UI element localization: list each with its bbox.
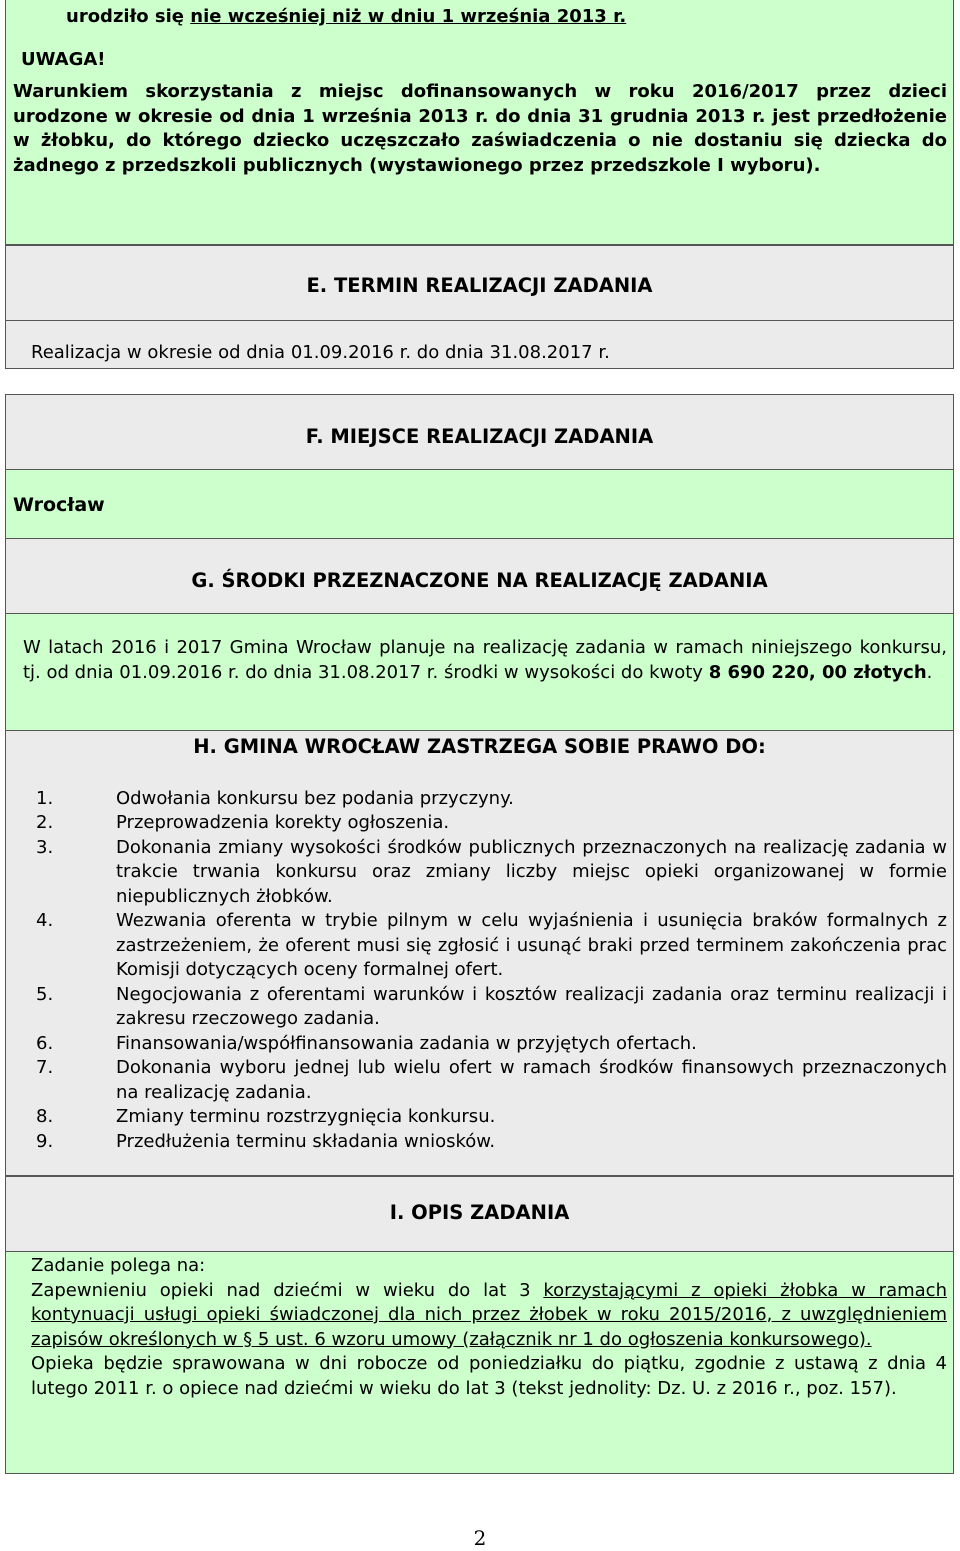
section-f-text: Wrocław <box>13 494 105 516</box>
section-f-text-box <box>5 469 954 539</box>
section-e-heading: E. TERMIN REALIZACJI ZADANIA <box>306 274 653 297</box>
list-item <box>36 836 947 910</box>
list-item-number: 4. <box>36 910 54 931</box>
section-i-p1-underlined: korzystającymi z opieki żłobka w ramach kontynuacji usługi opieki świadczonej dla nich przez żłobek w roku 2015/2016, z uwzględnieniem zapisów określonych w § 5 ust. 6 wzoru umowy (załącznik nr 1 do ogłoszenia konkursowego). <box>31 1279 947 1350</box>
section-i-text-box <box>5 1251 954 1474</box>
section-g-text-box <box>5 613 954 731</box>
section-h-heading: H. GMINA WROCŁAW ZASTRZEGA SOBIE PRAWO DO: <box>193 735 766 758</box>
birth-date-line <box>13 5 947 30</box>
list-item <box>36 787 947 812</box>
list-item <box>36 1105 947 1130</box>
section-i-heading-box <box>5 1176 954 1252</box>
list-item-number: 2. <box>36 812 54 833</box>
list-item-number: 1. <box>36 787 54 809</box>
list-item-text: Negocjowania z oferentami warunków i kosztów realizacji zadania oraz terminu realizacji i zakresu rzeczowego zadania. <box>116 983 947 1029</box>
section-g-amount: 8 690 220, 00 złotych <box>708 661 927 683</box>
section-i-heading: I. OPIS ZADANIA <box>389 1201 570 1224</box>
list-item <box>36 983 947 1032</box>
section-i-paragraph-2: Opieka będzie sprawowana w dni robocze od poniedziałku do piątku, zgodnie z ustawą z dnia 4 lutego 2011 r. o opiece nad dziećmi w wieku do lat 3 (tekst jednolity: Dz. U. z 2016 r., poz. 157). <box>31 1353 947 1399</box>
list-item-text: Dokonania wyboru jednej lub wielu ofert w ramach środków finansowych przeznaczonych na realizację zadania. <box>116 1057 947 1103</box>
list-item-text: Odwołania konkursu bez podania przyczyny. <box>116 787 514 809</box>
section-g-heading: G. ŚRODKI PRZEZNACZONE NA REALIZACJĘ ZADANIA <box>191 569 768 592</box>
section-d-box <box>5 0 954 245</box>
list-item-text: Wezwania oferenta w trybie pilnym w celu wyjaśnienia i usunięcia braków formalnych z zastrzeżeniem, że oferent musi się zgłosić i usunąć braki przed terminem zakończenia prac Komisji dotyczących oceny formalnej ofert. <box>116 910 947 980</box>
list-item-text: Przedłużenia terminu składania wniosków. <box>116 1130 496 1152</box>
uwaga-paragraph: Warunkiem skorzystania z miejsc dofinansowanych w roku 2016/2017 przez dzieci urodzone w okresie od dnia 1 września 2013 r. do dnia 31 grudnia 2013 r. jest przedłożenie w żłobku, do którego dziecko uczęszczało zaświadczenia o nie dostaniu się dziecka do żadnego z przedszkoli publicznych (wystawionego przez przedszkole I wyboru). <box>13 81 947 176</box>
list-item-text: Dokonania zmiany wysokości środków publicznych przeznaczonych na realizację zadania w trakcie trwania konkursu oraz zmiany liczby miejsc opieki organizowanej w formie niepublicznych żłobków. <box>116 836 947 907</box>
list-item-number: 9. <box>36 1130 54 1152</box>
list-item-number: 6. <box>36 1032 54 1054</box>
section-e-text: Realizacja w okresie od dnia 01.09.2016 r. do dnia 31.08.2017 r. <box>31 342 610 363</box>
section-i-paragraph-1 <box>31 1279 947 1353</box>
list-item <box>36 1130 947 1155</box>
birth-date-link: nie wcześniej niż w dniu 1 września 2013 r. <box>190 6 627 27</box>
list-item <box>36 1032 947 1057</box>
section-h-box <box>5 730 954 1176</box>
birth-date-prefix: urodziło się <box>66 6 191 27</box>
list-item-number: 5. <box>36 983 54 1005</box>
section-h-list <box>36 787 947 1155</box>
list-item-text: Przeprowadzenia korekty ogłoszenia. <box>116 812 450 833</box>
list-item <box>36 1056 947 1105</box>
section-i-intro: Zadanie polega na: <box>31 1255 206 1276</box>
list-item <box>36 811 947 836</box>
list-item-text: Zmiany terminu rozstrzygnięcia konkursu. <box>116 1106 496 1127</box>
section-g-body: W latach 2016 i 2017 Gmina Wrocław planuje na realizację zadania w ramach niniejszego konkursu, tj. od dnia 01.09.2016 r. do dnia 31.08.2017 r. środki w wysokości do kwoty <box>23 637 947 683</box>
section-f-heading: F. MIEJSCE REALIZACJI ZADANIA <box>305 425 654 448</box>
page-number: 2 <box>473 1526 487 1550</box>
list-item-number: 7. <box>36 1057 54 1078</box>
uwaga-label: UWAGA! <box>21 48 106 70</box>
section-e-box <box>5 245 954 369</box>
section-f-heading-box <box>5 394 954 470</box>
list-item-number: 8. <box>36 1106 54 1127</box>
list-item-number: 3. <box>36 836 54 858</box>
list-item <box>36 909 947 983</box>
list-item-text: Finansowania/współfinansowania zadania w przyjętych ofertach. <box>116 1032 697 1054</box>
section-g-amount-suffix: . <box>926 661 933 683</box>
section-g-heading-box <box>5 538 954 614</box>
section-g-text <box>23 636 947 685</box>
section-i-p1-plain: Zapewnieniu opieki nad dziećmi w wieku do lat 3 <box>31 1279 544 1301</box>
